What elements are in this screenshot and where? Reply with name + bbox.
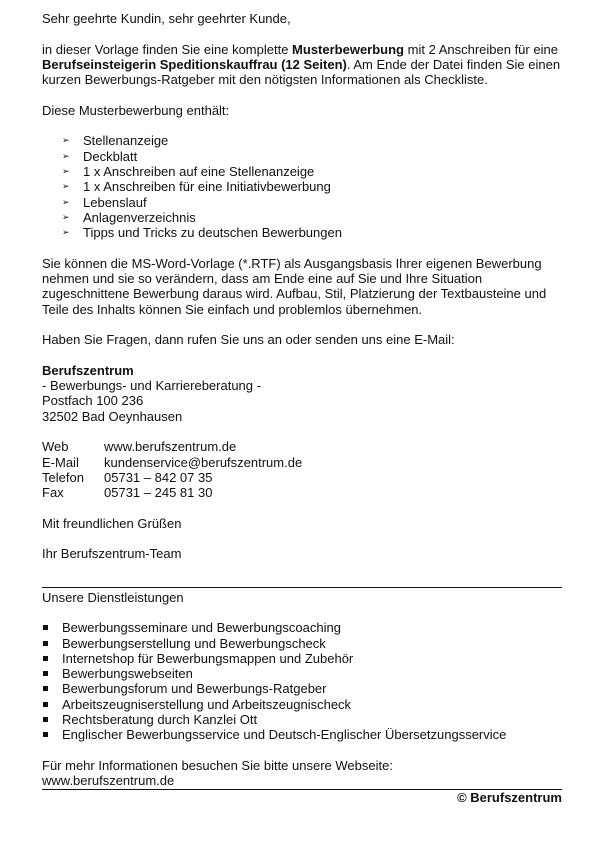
- list-item: Englischer Bewerbungsservice und Deutsch-Englischer Übersetzungsservice: [42, 727, 562, 742]
- list-item: Rechtsberatung durch Kanzlei Ott: [42, 712, 562, 727]
- intro-text-3: . Am Ende der Datei finden Sie einen kurzen Bewerbungs-Ratgeber mit den nötigsten Informationen als Checkliste.: [42, 56, 561, 88]
- questions-paragraph: Haben Sie Fragen, dann rufen Sie uns an oder senden uns eine E-Mail:: [42, 332, 455, 348]
- contents-heading: Diese Musterbewerbung enthält:: [42, 102, 230, 118]
- list-item: Internetshop für Bewerbungsmappen und Zubehör: [42, 651, 562, 666]
- signature: Ihr Berufszentrum-Team: [42, 546, 182, 562]
- list-item: ➢ 1 x Anschreiben für eine Initiativbewerbung: [62, 179, 331, 195]
- list-item: ➢ Stellenanzeige: [62, 133, 169, 149]
- arrow-bullet-icon: ➢: [62, 150, 70, 161]
- closing: Mit freundlichen Grüßen: [42, 515, 182, 531]
- web-link[interactable]: www.berufszentrum.de: [104, 439, 237, 455]
- document-page: [42, 11, 562, 805]
- company-name: Berufszentrum: [42, 362, 134, 378]
- copyright: © Berufszentrum: [457, 789, 562, 805]
- company-tagline: - Bewerbungs- und Karriereberatung -: [42, 378, 261, 394]
- contents-list: [42, 133, 562, 240]
- list-item: Bewerbungserstellung und Bewerbungscheck: [42, 636, 562, 651]
- intro-text-2: mit 2 Anschreiben für eine: [404, 41, 558, 57]
- list-item: Bewerbungsseminare und Bewerbungscoaching: [42, 620, 562, 635]
- services-heading: Unsere Dienstleistungen: [42, 589, 184, 605]
- contact-row-web: Web www.berufszentrum.de: [42, 439, 237, 455]
- intro-bold-1: Musterbewerbung: [292, 41, 405, 57]
- square-bullet-icon: [43, 717, 48, 722]
- arrow-bullet-icon: ➢: [62, 181, 70, 192]
- arrow-bullet-icon: ➢: [62, 135, 70, 146]
- salutation: Sehr geehrte Kundin, sehr geehrter Kunde,: [42, 11, 291, 26]
- list-item: ➢ Lebenslauf: [62, 194, 147, 210]
- square-bullet-icon: [43, 625, 48, 630]
- square-bullet-icon: [43, 656, 48, 661]
- company-street: Postfach 100 236: [42, 393, 144, 409]
- list-item: Bewerbungswebseiten: [42, 666, 562, 681]
- square-bullet-icon: [43, 641, 48, 646]
- phone-value: 05731 – 842 07 35: [104, 469, 213, 485]
- company-city: 32502 Bad Oeynhausen: [42, 408, 183, 424]
- list-item: ➢ Tipps und Tricks zu deutschen Bewerbungen: [62, 225, 342, 241]
- intro-bold-2: Berufseinsteigerin Speditionskauffrau (12 Seiten): [42, 56, 347, 72]
- contact-row-email: E-Mail kundenservice@berufszentrum.de: [42, 454, 303, 470]
- square-bullet-icon: [43, 686, 48, 691]
- contact-row-fax: Fax 05731 – 245 81 30: [42, 485, 213, 501]
- list-item: Bewerbungsforum und Bewerbungs-Ratgeber: [42, 681, 562, 696]
- square-bullet-icon: [43, 702, 48, 707]
- arrow-bullet-icon: ➢: [62, 165, 70, 176]
- email-link[interactable]: kundenservice@berufszentrum.de: [104, 454, 303, 470]
- square-bullet-icon: [43, 732, 48, 737]
- intro-paragraph: [42, 42, 562, 88]
- list-item: ➢ Deckblatt: [62, 148, 138, 164]
- intro-text-1: in dieser Vorlage finden Sie eine komplette: [42, 41, 293, 57]
- more-info-text: Für mehr Informationen besuchen Sie bitte unsere Webseite:: [42, 757, 393, 773]
- list-item: ➢ Anlagenverzeichnis: [62, 209, 196, 225]
- contact-row-phone: Telefon 05731 – 842 07 35: [42, 469, 213, 485]
- list-item: ➢ 1 x Anschreiben auf eine Stellenanzeige: [62, 163, 315, 179]
- fax-value: 05731 – 245 81 30: [104, 485, 213, 501]
- usage-paragraph: Sie können die MS-Word-Vorlage (*.RTF) als Ausgangsbasis Ihrer eigenen Bewerbung nehmen und sie so verändern, dass am Ende eine auf Sie und Ihre Situation zugeschnittene Bewerbung daraus wird. Aufbau, Stil, Platzierung der Textbausteine und Teile des Inhalts können Sie einfach und problemlos übernehmen.: [42, 255, 547, 317]
- square-bullet-icon: [43, 671, 48, 676]
- arrow-bullet-icon: ➢: [62, 196, 70, 207]
- address-block: [42, 363, 562, 424]
- services-list: [42, 620, 562, 742]
- list-item: Arbeitszeugniserstellung und Arbeitszeugnischeck: [42, 697, 562, 712]
- arrow-bullet-icon: ➢: [62, 227, 70, 238]
- contact-table: [42, 439, 562, 500]
- arrow-bullet-icon: ➢: [62, 211, 70, 222]
- more-info-link[interactable]: www.berufszentrum.de: [42, 773, 175, 789]
